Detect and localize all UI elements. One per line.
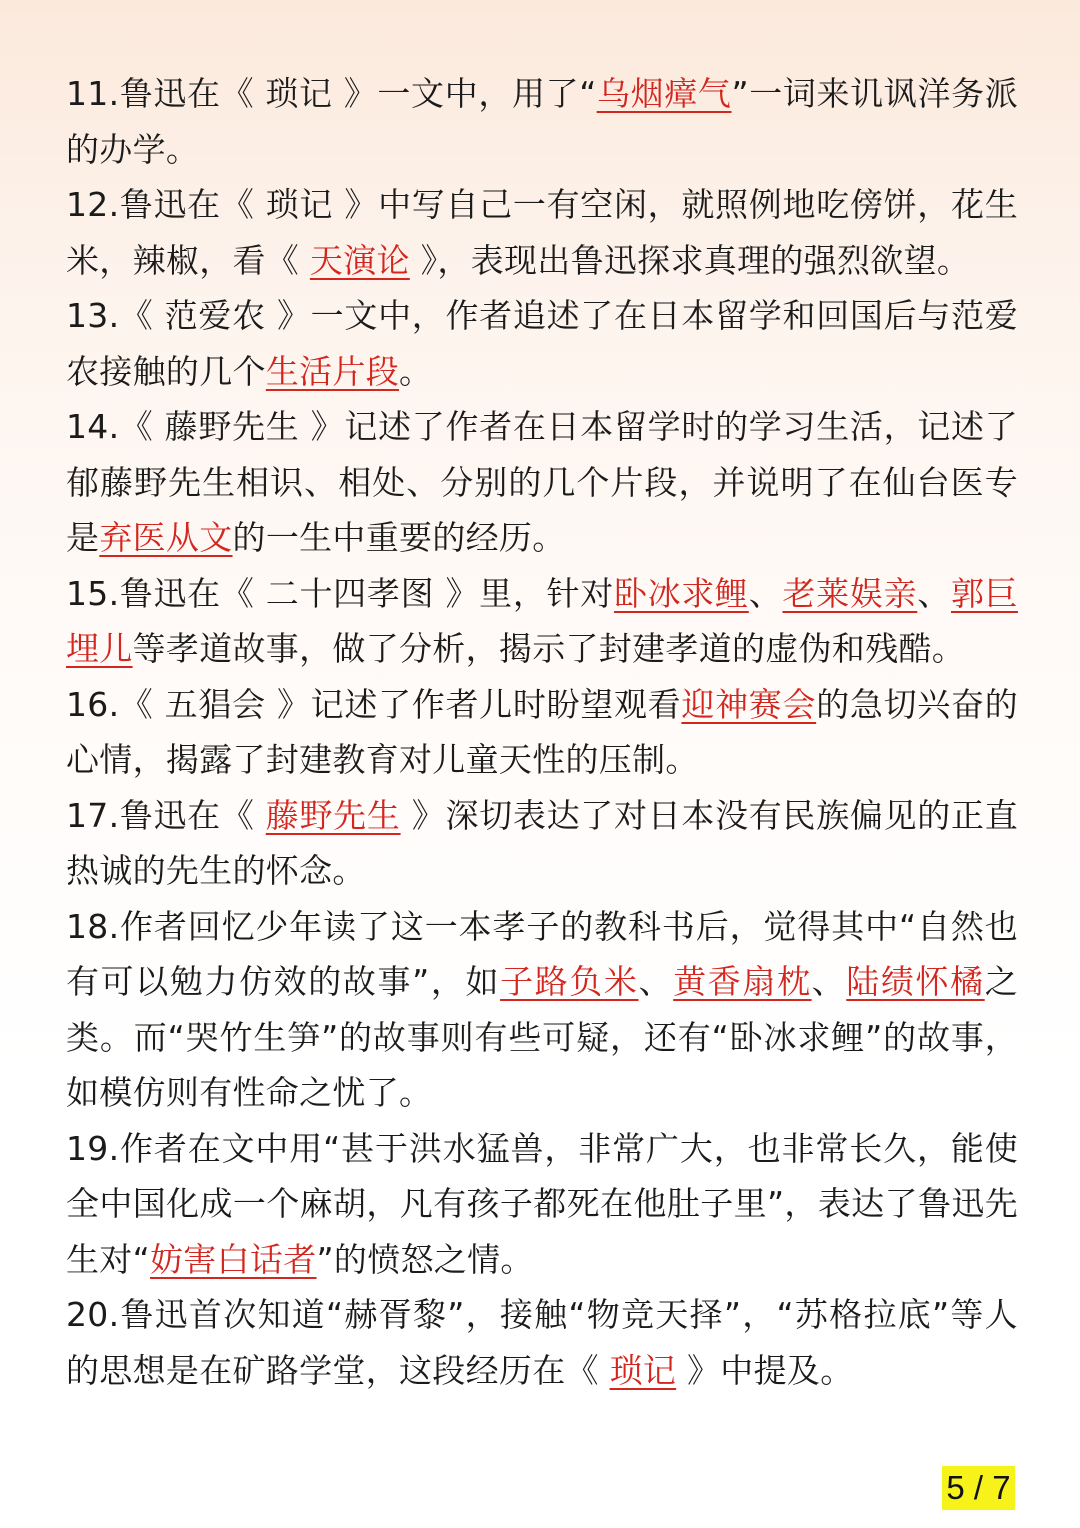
item-19-answer: 妨害白话者 [150,1239,317,1279]
item-12 [66,177,1018,288]
item-18-answer-1: 子路负米 [500,962,639,1001]
item-18-sep-2: 、 [811,962,847,1001]
item-18-answer-2: 黄香扇枕 [673,962,812,1001]
item-18-sep-1: 、 [638,962,674,1001]
item-20 [66,1287,1018,1398]
item-15-answer-3: 郭巨埋儿 [66,573,1018,668]
item-20-answer: 琐记 [609,1350,677,1390]
item-15-sep-1: 、 [748,573,783,613]
item-16-text-1: 16.《 五猖会 》记述了作者儿时盼望观看 [66,684,682,724]
item-20-text-2: 》中提及。 [676,1350,854,1390]
item-11-text-1: 11.鲁迅在《 琐记 》一文中，用了“ [66,74,597,113]
item-19-text-2: ”的愤怒之情。 [316,1239,534,1279]
item-12-answer: 天演论 [309,240,410,280]
item-13-text-2: 。 [399,351,433,391]
item-11-answer: 乌烟瘴气 [596,74,732,113]
item-15-sep-2: 、 [917,573,951,613]
item-15-answer-2: 老莱娱亲 [782,573,918,613]
question-list [66,66,1018,1398]
item-16 [66,677,1018,788]
item-16-text-2: 的急切兴奋的心情，揭露了封建教育对儿童天性的压制。 [66,684,1018,779]
item-12-text-1: 12.鲁迅在《 琐记 》中写自己一有空闲，就照例地吃傍饼，花生米，辣椒，看《 [66,185,1018,280]
page-indicator: 5 / 7 [942,1466,1015,1510]
item-13-answer: 生活片段 [265,351,400,391]
item-14-text-1: 14.《 藤野先生 》记述了作者在日本留学时的学习生活，记述了郁藤野先生相识、相处、分别的几个片段，并说明了在仙台医专是 [66,407,1018,557]
item-11-text-2: ”一词来讥讽洋务派的办学。 [66,74,1019,169]
item-14-answer: 弃医从文 [99,518,233,557]
item-15-text-1: 15.鲁迅在《 二十四孝图 》里，针对 [66,573,614,613]
item-17-text-2: 》深切表达了对日本没有民族偏见的正直热诚的先生的怀念。 [66,795,1018,890]
item-18-text-1: 18.作者回忆少年读了这一本孝子的教科书后，觉得其中“自然也有可以勉力仿效的故事”，如 [66,906,1018,1001]
item-14 [66,399,1018,566]
item-17 [66,788,1018,899]
item-17-text-1: 17.鲁迅在《 [66,795,266,835]
item-16-answer: 迎神赛会 [681,684,817,724]
item-19-text-1: 19.作者在文中用“甚于洪水猛兽，非常广大，也非常长久，能使 全中国化成一个麻胡，凡有孩子都死在他肚子里”，表达了鲁迅先生对“ [66,1128,1018,1279]
item-15-text-2: 等孝道故事，做了分析，揭示了封建孝道的虚伪和残酷。 [132,629,966,668]
item-15-answer-1: 卧冰求鲤 [613,573,749,613]
item-20-text-1: 20.鲁迅首次知道“赫胥黎”，接触“物竞天择”，“苏格拉底”等人的思想是在矿路学堂，这段经历在《 [66,1295,1018,1390]
item-15 [66,566,1018,677]
item-14-text-2: 的一生中重要的经历。 [232,518,566,557]
item-18 [66,899,1018,1121]
item-12-text-2: 》，表现出鲁迅探求真理的强烈欲望。 [409,240,971,280]
item-18-answer-3: 陆绩怀橘 [846,962,985,1001]
item-18-text-2: 之类。而“哭竹生笋”的故事则有些可疑，还有“卧冰求鲤”的故事，如模仿则有性命之忧了。 [66,962,1018,1112]
item-17-answer: 藤野先生 [265,795,401,835]
item-19 [66,1121,1018,1288]
item-11 [66,66,1018,177]
item-13-text-1: 13.《 范爱农 》一文中，作者追述了在日本留学和回国后与范爱农接触的几个 [66,296,1018,391]
item-13 [66,288,1018,399]
